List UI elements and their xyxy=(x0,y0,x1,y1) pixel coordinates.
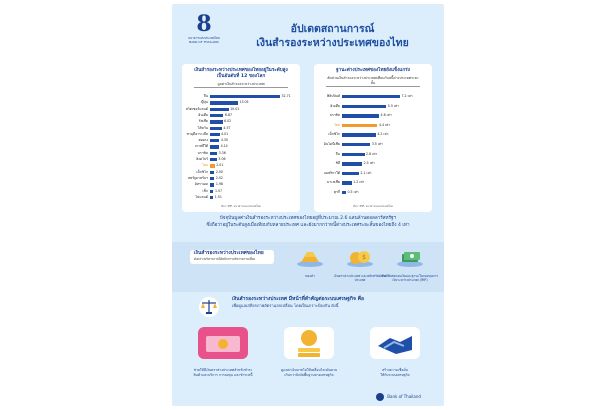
handshake-illustration xyxy=(356,324,434,362)
right-panel-title: ฐานะต่างประเทศของไทยยังแข็งแกร่ง xyxy=(336,68,410,73)
bar-label: ไต้หวัน xyxy=(197,125,208,130)
bar-value: 10.01 xyxy=(230,106,240,111)
bar-label: สหรัฐอาหรับฯ xyxy=(187,175,208,180)
reserves-ratio-panel xyxy=(314,64,432,212)
bar xyxy=(342,191,346,194)
summary-line1: ปัจจุบันมูลค่าเงินสำรองระหว่างประเทศของไทยอยู่ที่ประมาณ 2.6 แสนล้านดอลลาร์สหรัฐฯ xyxy=(219,216,397,221)
component-imf xyxy=(380,248,440,282)
bar-label: บราซิล xyxy=(197,150,208,155)
bar-label: บราซิล xyxy=(329,113,340,118)
card-confidence xyxy=(356,324,434,386)
bar-label: เม็กซิโก xyxy=(196,169,208,174)
bar-label: แอฟริกาใต้ xyxy=(323,170,340,175)
bar-value: 4.2 เท่า xyxy=(377,132,389,137)
bar-label: มาเลเซีย xyxy=(327,180,340,185)
bar xyxy=(342,95,400,98)
bar-value: 2.02 xyxy=(215,175,223,180)
bar-label: จีน xyxy=(335,151,340,156)
bar-value: 0.5 เท่า xyxy=(347,190,359,194)
importance-section xyxy=(198,296,434,309)
bar xyxy=(342,162,362,165)
footer-seal-icon xyxy=(376,393,384,401)
bar-label: สิงคโปร์ xyxy=(196,157,208,161)
component-foreign-currency-label: เงินตราต่างประเทศ และหลักทรัพย์ต่างประเทศ xyxy=(333,274,387,283)
bar-value: 4.4 เท่า xyxy=(378,122,391,127)
bar-value: 3.06 xyxy=(218,157,226,161)
footer-brand-text: Bank of Thailand xyxy=(387,394,421,399)
bar-value: 5.5 เท่า xyxy=(387,103,399,108)
right-panel-subtitle: สัดส่วนเงินสำรองระหว่างประเทศเทียบกับหนี้ต่างประเทศระยะสั้น xyxy=(327,76,419,85)
bar-value: 1.98 xyxy=(215,182,223,187)
left-panel-subtitle: มูลค่าเงินสำรองระหว่างประเทศ xyxy=(194,82,288,88)
infographic-poster xyxy=(172,4,444,406)
bar-value: 2.01 xyxy=(216,163,224,168)
bar-label: อินเดีย xyxy=(330,103,340,108)
bar-label: รัสเซีย xyxy=(198,119,208,124)
bar-label: ฟิลิปปินส์ xyxy=(326,94,340,98)
bar-label: โปแลนด์ xyxy=(195,194,208,199)
bar xyxy=(210,183,214,186)
bar-value: 3.5 เท่า xyxy=(371,142,383,146)
payment-card-illustration xyxy=(184,324,262,362)
bar xyxy=(210,145,219,148)
bar-value: 1.57 xyxy=(214,188,223,193)
bar-value: 2.5 เท่า xyxy=(363,161,375,166)
bar xyxy=(210,133,220,136)
bar-value: 2.00 xyxy=(215,169,223,174)
card-stability xyxy=(270,324,348,386)
bar-label: จีน xyxy=(203,94,208,98)
card-payments-text: ช่วยให้มีเงินตราต่างประเทศสำหรับชำระ สินค้าและบริการ การลงทุน และชำระหนี้ xyxy=(193,368,253,377)
logo-caption-en: BANK OF THAILAND xyxy=(189,40,219,44)
bar-label: เม็กซิโก xyxy=(328,132,340,137)
bot-anniversary-logo xyxy=(184,12,224,50)
bar-label: อิสราเอล xyxy=(194,182,208,187)
bar-value: 4.57 xyxy=(223,125,231,130)
bar-value: 4.30 xyxy=(220,138,228,143)
summary-text xyxy=(182,215,434,237)
reserves-ranking-panel xyxy=(182,64,300,212)
components-title: เงินสำรองระหว่างประเทศของไทย xyxy=(194,251,264,256)
bar xyxy=(210,177,214,180)
logo-caption: ธนาคารแห่งประเทศไทย xyxy=(188,36,220,40)
bar-value: 1.51 xyxy=(214,194,222,199)
bar-label: สวิตเซอร์แลนด์ xyxy=(185,106,208,111)
components-subtitle: ดังกล่าวบริหารภายใต้หลักการบริหารความเสี่ยง xyxy=(194,257,256,261)
bar-value: 4.14 xyxy=(220,144,228,149)
bar-value: 2.1 เท่า xyxy=(360,170,372,175)
bar-label: ชิลี xyxy=(335,161,340,166)
bar xyxy=(210,101,238,104)
bar-label: เช็ก xyxy=(202,188,208,193)
logo-number: 8 xyxy=(196,11,212,37)
bar-value: 32.71 xyxy=(281,94,291,98)
bar-value: 1.2 เท่า xyxy=(353,180,365,185)
component-gold-label: ทองคำ xyxy=(305,274,315,278)
bar-value: 6.87 xyxy=(224,112,233,117)
bar xyxy=(342,114,379,117)
coins-icon xyxy=(345,248,375,268)
card-confidence-text: สร้างความเชื่อมั่น ให้กับระบบเศรษฐกิจ xyxy=(380,368,410,377)
left-panel-source: ที่มา: IMF, ธนาคารแห่งประเทศไทย xyxy=(221,205,261,208)
bar xyxy=(210,127,222,130)
bar xyxy=(210,171,214,174)
bar xyxy=(342,133,376,136)
bar xyxy=(342,181,352,184)
bar xyxy=(210,190,213,193)
bar-label: ญี่ปุ่น xyxy=(200,100,208,105)
bar xyxy=(210,139,219,142)
bar xyxy=(342,153,365,156)
bar-label: ฮ่องกง xyxy=(198,138,208,143)
footer-brand xyxy=(376,392,436,402)
components-title-box xyxy=(190,250,274,264)
bar xyxy=(210,120,223,123)
bar xyxy=(210,108,229,111)
bar xyxy=(342,143,370,146)
page-title-line2: เงินสำรองระหว่างประเทศของไทย xyxy=(256,37,409,49)
bar-label: ไทย xyxy=(334,122,340,127)
bar xyxy=(342,172,359,175)
bar-label: เกาหลีใต้ xyxy=(194,144,208,149)
bar-label: ไทย xyxy=(202,163,208,168)
left-panel-title-2: เป็นอันดับที่ 12 ของโลก xyxy=(216,74,266,79)
bar xyxy=(210,114,223,117)
importance-title: เงินสำรองระหว่างประเทศ มีหน้าที่สำคัญต่อระบบเศรษฐกิจ คือ xyxy=(232,296,364,302)
bar-value: 4.01 xyxy=(221,131,229,136)
bar-label: ซาอุดีอาระเบีย xyxy=(186,131,208,136)
money-stack-icon xyxy=(395,248,425,268)
gold-bars-icon xyxy=(295,248,325,268)
summary-line2: ซึ่งถือว่าอยู่ในระดับสูงเมื่อเทียบกับหลายประเทศ และยังมากกว่าหนี้ต่างประเทศระยะสั้นของไทยถึง 4 เท่า xyxy=(206,223,410,228)
page-title-line1: อัปเดตสถานการณ์ xyxy=(290,23,375,35)
bar xyxy=(210,95,280,98)
right-panel-source: ที่มา: IMF, ธนาคารแห่งประเทศไทย xyxy=(353,205,393,208)
component-imf-label: สิทธิพิเศษถอนเงินและฐานะในกองทุนการเงินระหว่างประเทศ (IMF) xyxy=(381,274,439,283)
bar-label: ตุรกี xyxy=(333,190,340,194)
bar xyxy=(210,152,217,155)
bar-value: 3.36 xyxy=(218,150,226,155)
bar xyxy=(342,105,386,108)
bar xyxy=(342,124,377,127)
bar-label: อินโดนีเซีย xyxy=(323,142,340,146)
bar xyxy=(210,158,217,161)
svg-text:$: $ xyxy=(362,254,366,261)
card-payments xyxy=(184,324,262,386)
bar-value: 2.8 เท่า xyxy=(366,151,378,156)
bar-value: 7.2 เท่า xyxy=(401,94,413,98)
bar xyxy=(210,164,215,167)
bar-value: 13.05 xyxy=(239,100,249,105)
bar-value: 4.6 เท่า xyxy=(380,113,392,118)
coin-stack-illustration xyxy=(270,324,348,362)
card-stability-text: ดูแลค่าเงินบาทไม่ให้เคลื่อนไหวผันผวน เกินกว่าปัจจัยพื้นฐานทางเศรษฐกิจ xyxy=(280,368,338,377)
bar xyxy=(210,196,213,199)
importance-subtitle: เพื่อดูแลเสถียรภาพอัตราแลกเปลี่ยน โดยเป็นเกราะป้องกัน ดังนี้ xyxy=(232,303,339,308)
bar-label: อินเดีย xyxy=(198,112,208,117)
bar-value: 6.02 xyxy=(224,119,232,124)
left-panel-title-1: เงินสำรองระหว่างประเทศของไทยอยู่ในระดับสูง xyxy=(194,68,288,73)
